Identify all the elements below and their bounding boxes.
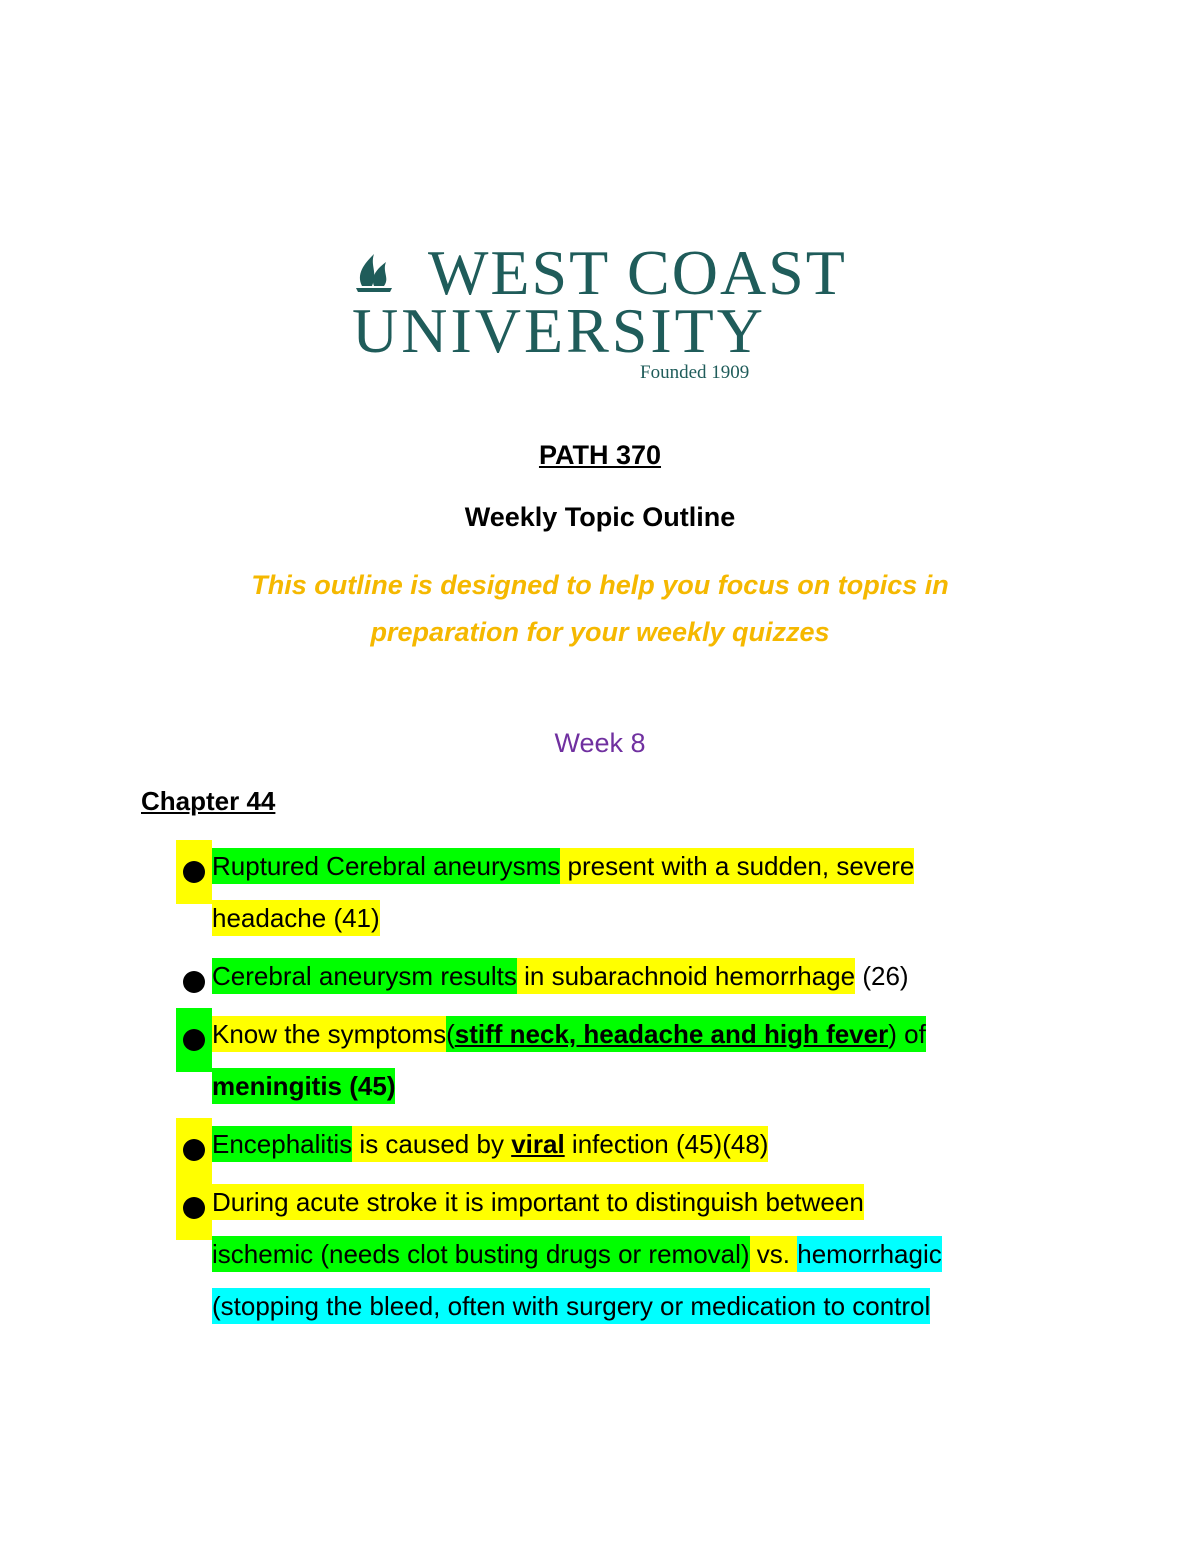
list-item [176,950,1046,1002]
item-text: Cerebral aneurysm results [212,958,517,994]
tagline [200,562,1000,656]
item-text: Know the symptoms [212,1016,446,1052]
list-item [176,1118,1046,1170]
bullet-icon [176,1176,212,1240]
logo-line2: UNIVERSITY [352,295,766,366]
item-text: ischemic (needs clot busting drugs or removal) [212,1236,750,1272]
item-text: headache (41) [212,900,380,936]
item-text: in subarachnoid hemorrhage [517,958,855,994]
item-text: present with a sudden, severe [560,848,914,884]
item-text: is caused by [352,1126,511,1162]
item-text: (26) [855,961,909,991]
item-text: (stopping the bleed, often with surgery or medication to control [212,1288,930,1324]
tagline-line-2: preparation for your weekly quizzes [370,617,830,647]
list-item [176,840,1046,944]
bullet-icon [176,1118,212,1182]
item-text: During acute stroke it is important to distinguish between [212,1184,864,1220]
item-text: ) of [888,1016,926,1052]
bullet-icon [176,840,212,904]
list-item [176,1008,1046,1112]
bullet-icon [176,950,212,1014]
list-item [176,1176,1046,1332]
chapter-heading: Chapter 44 [141,786,276,816]
item-text: meningitis (45) [212,1068,395,1104]
item-text: ( [446,1016,455,1052]
course-code: PATH 370 [538,440,662,470]
item-text: infection (45)(48) [565,1126,769,1162]
outline-title: Weekly Topic Outline [464,502,736,532]
week-label: Week 8 [554,728,646,758]
university-logo [352,238,862,386]
item-text: Ruptured Cerebral aneurysms [212,848,560,884]
item-text: stiff neck, headache and high fever [455,1016,888,1052]
flame-icon [356,254,392,292]
logo-line1: WEST COAST [428,238,847,308]
tagline-line-1: This outline is designed to help you focus on topics in [251,570,949,600]
item-text: vs. [750,1236,798,1272]
bullet-icon [176,1008,212,1072]
logo-founded: Founded 1909 [640,362,750,383]
item-text: hemorrhagic [797,1236,942,1272]
item-text: Encephalitis [212,1126,352,1162]
item-text: viral [511,1126,565,1162]
topic-list [176,840,1046,1338]
